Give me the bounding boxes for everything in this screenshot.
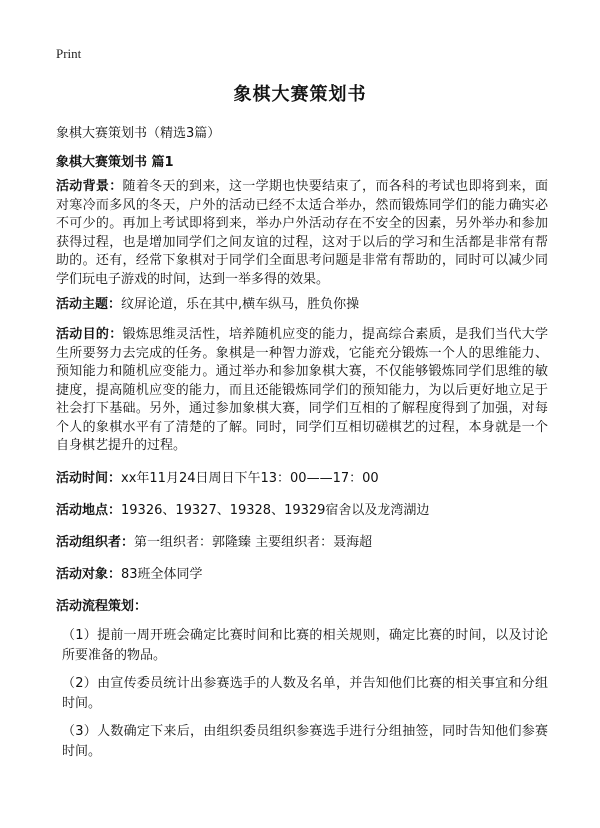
background-label: 活动背景： <box>56 179 123 194</box>
process-label: 活动流程策划： <box>56 599 148 614</box>
purpose-label: 活动目的： <box>56 327 123 342</box>
list-item: （1）提前一周开班会确定比赛时间和比赛的相关规则，确定比赛的时间，以及讨论所要准备的物品。 <box>62 628 548 663</box>
paragraph-audience <box>56 566 548 585</box>
background-text: 随着冬天的到来，这一学期也快要结束了，而各科的考试也即将到来，面对寒冷而多风的冬天，户外的活动已经不太适合举办，然而锻炼同学们的能力确实必不可少的。再加上考试即将到来，举办户外活动存在不安全的因素，另外举办和参加获得过程，也是增加同学们之间友谊的过程，这对于以后的学习和生活都是非常有帮助的。还有，经常下象棋对于同学们全面思考问题是非常有帮助的，同时可以减少同学们玩电子游戏的时间，达到一举多得的效果。 <box>56 179 548 287</box>
place-label: 活动地点： <box>56 503 122 518</box>
paragraph-organizer <box>56 534 548 553</box>
theme-text: 纹屏论道，乐在其中,横车纵马，胜负你操 <box>121 297 360 312</box>
time-label: 活动时间： <box>56 471 122 486</box>
section-heading: 象棋大赛策划书 篇1 <box>56 155 174 170</box>
list-item: （2）由宣传委员统计出参赛选手的人数及名单，并告知他们比赛的相关事宜和分组时间。 <box>62 676 548 711</box>
organizer-text: 第一组织者：郭隆臻 主要组织者：聂海超 <box>134 535 373 550</box>
paragraph-process <box>56 598 548 617</box>
document-subtitle: 象棋大赛策划书（精选3篇） <box>56 126 221 141</box>
document-title: 象棋大赛策划书 <box>233 84 367 105</box>
time-text: xx年11月24日周日下午13：00——17：00 <box>121 471 379 486</box>
paragraph-purpose <box>56 326 548 456</box>
paragraph-time <box>56 470 548 489</box>
audience-label: 活动对象： <box>56 567 122 582</box>
paragraph-place <box>56 502 548 521</box>
print-label: Print <box>56 46 82 61</box>
theme-label: 活动主题： <box>56 297 122 312</box>
purpose-text: 锻炼思维灵活性，培养随机应变的能力，提高综合素质，是我们当代大学生所要努力去完成的任务。象棋是一种智力游戏，它能充分锻炼一个人的思维能力、预知能力和随机应变能力。通过举办和参加象棋大赛，不仅能够锻炼同学们思维的敏捷度，提高随机应变的能力，而且还能锻炼同学们的预知能力，为以后更好地立足于社会打下基础。另外，通过参加象棋大赛，同学们互相的了解程度得到了加强，对每个人的象棋水平有了清楚的了解。同时，同学们互相切磋棋艺的过程，本身就是一个自身棋艺提升的过程。 <box>56 327 548 453</box>
paragraph-theme <box>56 296 548 315</box>
audience-text: 83班全体同学 <box>121 567 203 582</box>
paragraph-background <box>56 178 548 289</box>
list-item: （3）人数确定下来后，由组织委员组织参赛选手进行分组抽签，同时告知他们参赛时间。 <box>62 724 548 759</box>
organizer-label: 活动组织者： <box>56 535 135 550</box>
place-text: 19326、19327、19328、19329宿舍以及龙湾湖边 <box>121 503 430 518</box>
